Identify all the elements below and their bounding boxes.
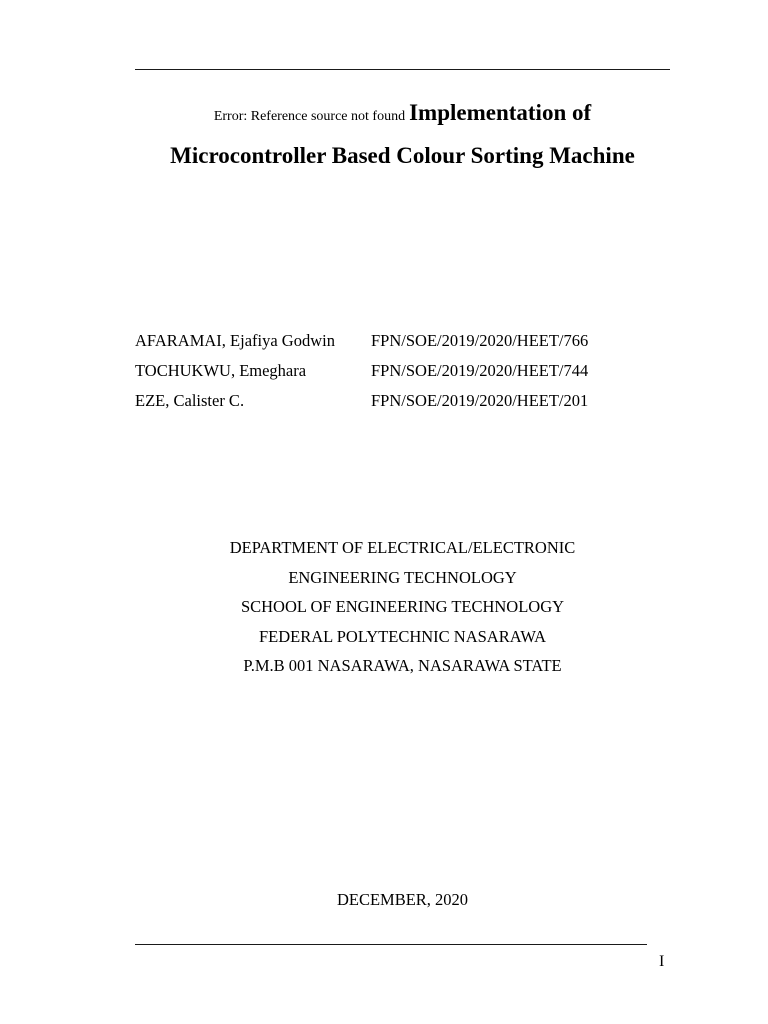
reference-error-text: Error: Reference source not found (213, 109, 406, 124)
author-name: TOCHUKWU, Emeghara (135, 361, 307, 380)
submission-date: DECEMBER, 2020 (336, 890, 469, 909)
department-line: ENGINEERING TECHNOLOGY (288, 567, 517, 587)
title-part-1: Implementation of (409, 100, 592, 125)
address-line: P.M.B 001 NASARAWA, NASARAWA STATE (243, 656, 562, 675)
author-id: FPN/SOE/2019/2020/HEET/744 (371, 361, 589, 380)
header-rule (135, 69, 670, 70)
author-name: AFARAMAI, Ejafiya Godwin (135, 331, 335, 350)
author-id: FPN/SOE/2019/2020/HEET/766 (371, 331, 589, 350)
page-number: I (659, 953, 665, 970)
author-id: FPN/SOE/2019/2020/HEET/201 (371, 391, 589, 410)
footer-rule (135, 944, 647, 945)
title-line-2: Microcontroller Based Colour Sorting Machine (170, 143, 635, 168)
author-name: EZE, Calister C. (135, 391, 245, 410)
school-line: SCHOOL OF ENGINEERING TECHNOLOGY (240, 597, 565, 616)
title-line-1 (135, 100, 670, 126)
department-block (135, 537, 670, 685)
department-line: DEPARTMENT OF ELECTRICAL/ELECTRONIC (229, 538, 576, 557)
institution-line: FEDERAL POLYTECHNIC NASARAWA (258, 626, 546, 646)
